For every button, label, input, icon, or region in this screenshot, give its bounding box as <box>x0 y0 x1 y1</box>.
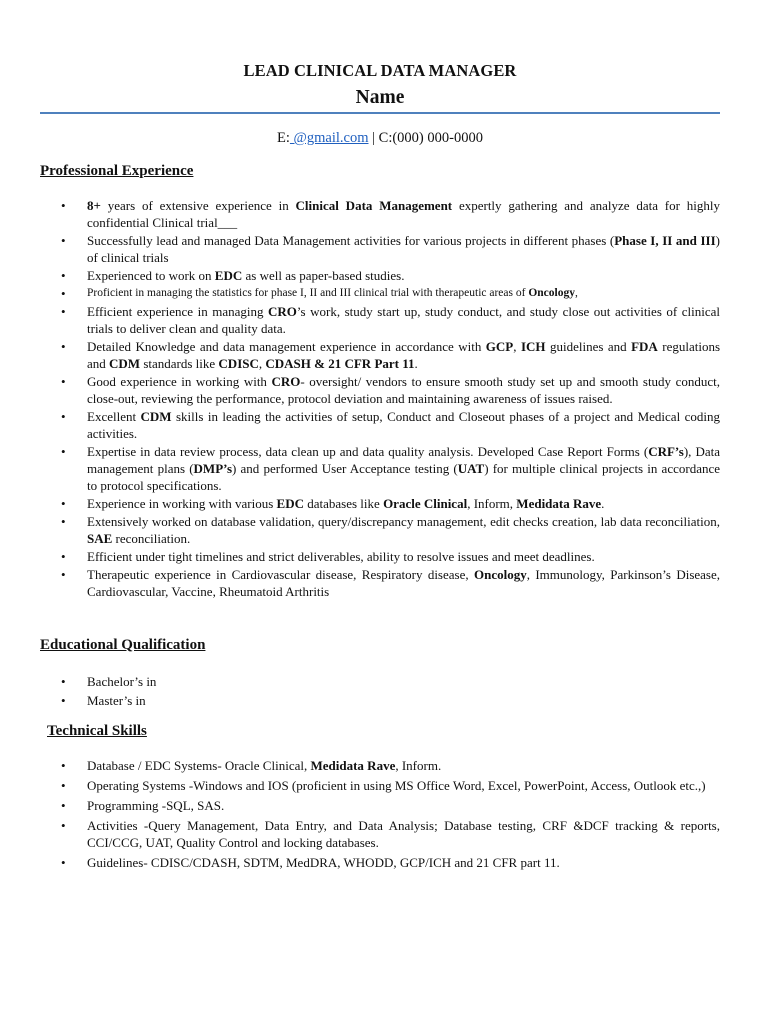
bold-text: CRF’s <box>648 444 684 459</box>
text-run: Detailed Knowledge and data management experience in accordance with <box>87 339 486 354</box>
text-run: Operating Systems -Windows and IOS (proficient in using MS Office Word, Excel, PowerPoint, Access, Outlook etc.,) <box>87 778 706 793</box>
bold-text: ICH <box>520 339 546 354</box>
bold-text: CDASH & 21 CFR Part 11 <box>265 356 415 371</box>
list-item <box>40 817 720 851</box>
education-heading: Educational Qualification <box>40 637 206 653</box>
bold-text: GCP <box>485 339 514 354</box>
professional-experience-heading: Professional Experience <box>40 163 194 179</box>
list-item <box>40 692 720 709</box>
bold-text: DMP’s <box>193 461 233 476</box>
bold-text: SAE <box>87 531 113 546</box>
text-run: Guidelines- CDISC/CDASH, SDTM, MedDRA, WHODD, GCP/ICH and 21 CFR part 11. <box>87 855 560 870</box>
list-item <box>40 303 720 337</box>
list-item <box>40 757 720 774</box>
text-run: Efficient experience in managing <box>87 304 269 319</box>
text-run: , Inform, <box>467 496 517 511</box>
text-run: Experienced to work on <box>87 268 215 283</box>
text-run: ’s work, study start up, study conduct, and study close out activities of clinical trials to deliver clean and quality data. <box>87 304 721 336</box>
text-run: Good experience in working with <box>87 374 272 389</box>
text-run: Activities -Query Management, Data Entry, and Data Analysis; Database testing, CRF &DCF tracking & reports, CCI/CCG, UAT, Quality Control and locking databases. <box>87 818 720 850</box>
list-item <box>40 513 720 547</box>
text-run: Bachelor’s in <box>87 674 157 689</box>
text-run: Expertise in data review process, data clean up and data quality analysis. Developed Case Report Forms ( <box>87 444 649 459</box>
bold-text: EDC <box>214 268 243 283</box>
text-run: standards like <box>140 356 219 371</box>
list-item <box>40 285 720 302</box>
professional-experience-list <box>40 197 720 601</box>
text-run: Extensively worked on database validation, query/discrepancy management, edit checks creation, lab data reconciliation, <box>87 514 720 529</box>
bold-text: FDA <box>631 339 658 354</box>
candidate-name: Name <box>355 87 405 108</box>
bold-text: CDM <box>140 409 172 424</box>
text-run: , <box>574 287 578 299</box>
phone-text: | C:(000) 000-0000 <box>368 130 483 146</box>
text-run: - oversight/ vendors to ensure smooth study set up and smooth study conduct, close-out, reviewing the performance, protocol deviation and maintaining awareness of issues raised. <box>87 374 721 406</box>
list-item <box>40 673 720 690</box>
technical-skills-heading: Technical Skills <box>47 723 147 739</box>
list-item <box>40 495 720 512</box>
list-item <box>40 854 720 871</box>
text-run: ), Data management plans ( <box>87 444 720 476</box>
contact-line <box>0 130 760 147</box>
list-item <box>40 232 720 266</box>
bold-text: Oracle Clinical <box>383 496 468 511</box>
bold-text: 8+ <box>87 198 101 213</box>
text-run: databases like <box>304 496 384 511</box>
bold-text: EDC <box>276 496 304 511</box>
email-link[interactable]: @gmail.com <box>289 130 369 146</box>
header-divider <box>40 112 720 114</box>
text-run: Therapeutic experience in Cardiovascular disease, Respiratory disease, <box>87 567 474 582</box>
bold-text: CRO <box>271 374 301 389</box>
list-item <box>40 797 720 814</box>
list-item <box>40 443 720 494</box>
text-run: expertly gathering and analyze data for highly confidential Clinical trial___ <box>87 198 720 230</box>
text-run: ) and performed User Acceptance testing ( <box>232 461 458 476</box>
text-run: Master’s in <box>87 693 146 708</box>
text-run: ) for multiple clinical projects in accordance to protocol specifications. <box>87 461 721 493</box>
text-run: , <box>513 339 521 354</box>
text-run: , Inform. <box>395 758 442 773</box>
text-run: . <box>414 356 418 371</box>
list-item <box>40 408 720 442</box>
list-item <box>40 267 720 284</box>
bold-text: Clinical Data Management <box>295 198 453 213</box>
list-item <box>40 338 720 372</box>
text-run: Database / EDC Systems- Oracle Clinical, <box>87 758 311 773</box>
bold-text: Medidata Rave <box>310 758 396 773</box>
text-run: . <box>601 496 605 511</box>
email-prefix: E: <box>277 130 290 146</box>
list-item <box>40 197 720 231</box>
text-run: skills in leading the activities of setup, Conduct and Closeout phases of a project and Medical coding activities. <box>87 409 720 441</box>
text-run: ) of clinical trials <box>87 233 720 265</box>
education-list <box>40 673 720 711</box>
bold-text: Oncology <box>528 287 575 299</box>
text-run: reconciliation. <box>112 531 191 546</box>
bold-text: Oncology <box>473 567 527 582</box>
bold-text: CDISC <box>218 356 259 371</box>
text-run: Efficient under tight timelines and strict deliverables, ability to resolve issues and meet deadlines. <box>87 549 595 564</box>
bold-text: Phase I, II and III <box>614 233 716 248</box>
text-run: Programming -SQL, SAS. <box>87 798 225 813</box>
text-run: Proficient in managing the statistics for phase I, II and III clinical trial with therapeutic areas of <box>87 287 529 299</box>
bold-text: CRO <box>268 304 297 319</box>
text-run: years of extensive experience in <box>100 198 296 213</box>
list-item <box>40 373 720 407</box>
text-run: regulations and <box>87 339 721 371</box>
list-item <box>40 777 720 794</box>
text-run: , Immunology, Parkinson’s Disease, Cardiovascular, Vaccine, Rheumatoid Arthritis <box>87 567 720 599</box>
text-run: as well as paper-based studies. <box>242 268 405 283</box>
text-run: Successfully lead and managed Data Management activities for various projects in different phases ( <box>87 233 615 248</box>
bold-text: Medidata Rave <box>516 496 602 511</box>
text-run: Excellent <box>87 409 141 424</box>
technical-skills-list <box>40 757 720 874</box>
bold-text: UAT <box>457 461 485 476</box>
list-item <box>40 566 720 600</box>
text-run: guidelines and <box>545 339 632 354</box>
list-item <box>40 548 720 565</box>
bold-text: CDM <box>109 356 141 371</box>
text-run: Experience in working with various <box>87 496 277 511</box>
resume-title: LEAD CLINICAL DATA MANAGER <box>243 61 517 80</box>
text-run: , <box>258 356 266 371</box>
